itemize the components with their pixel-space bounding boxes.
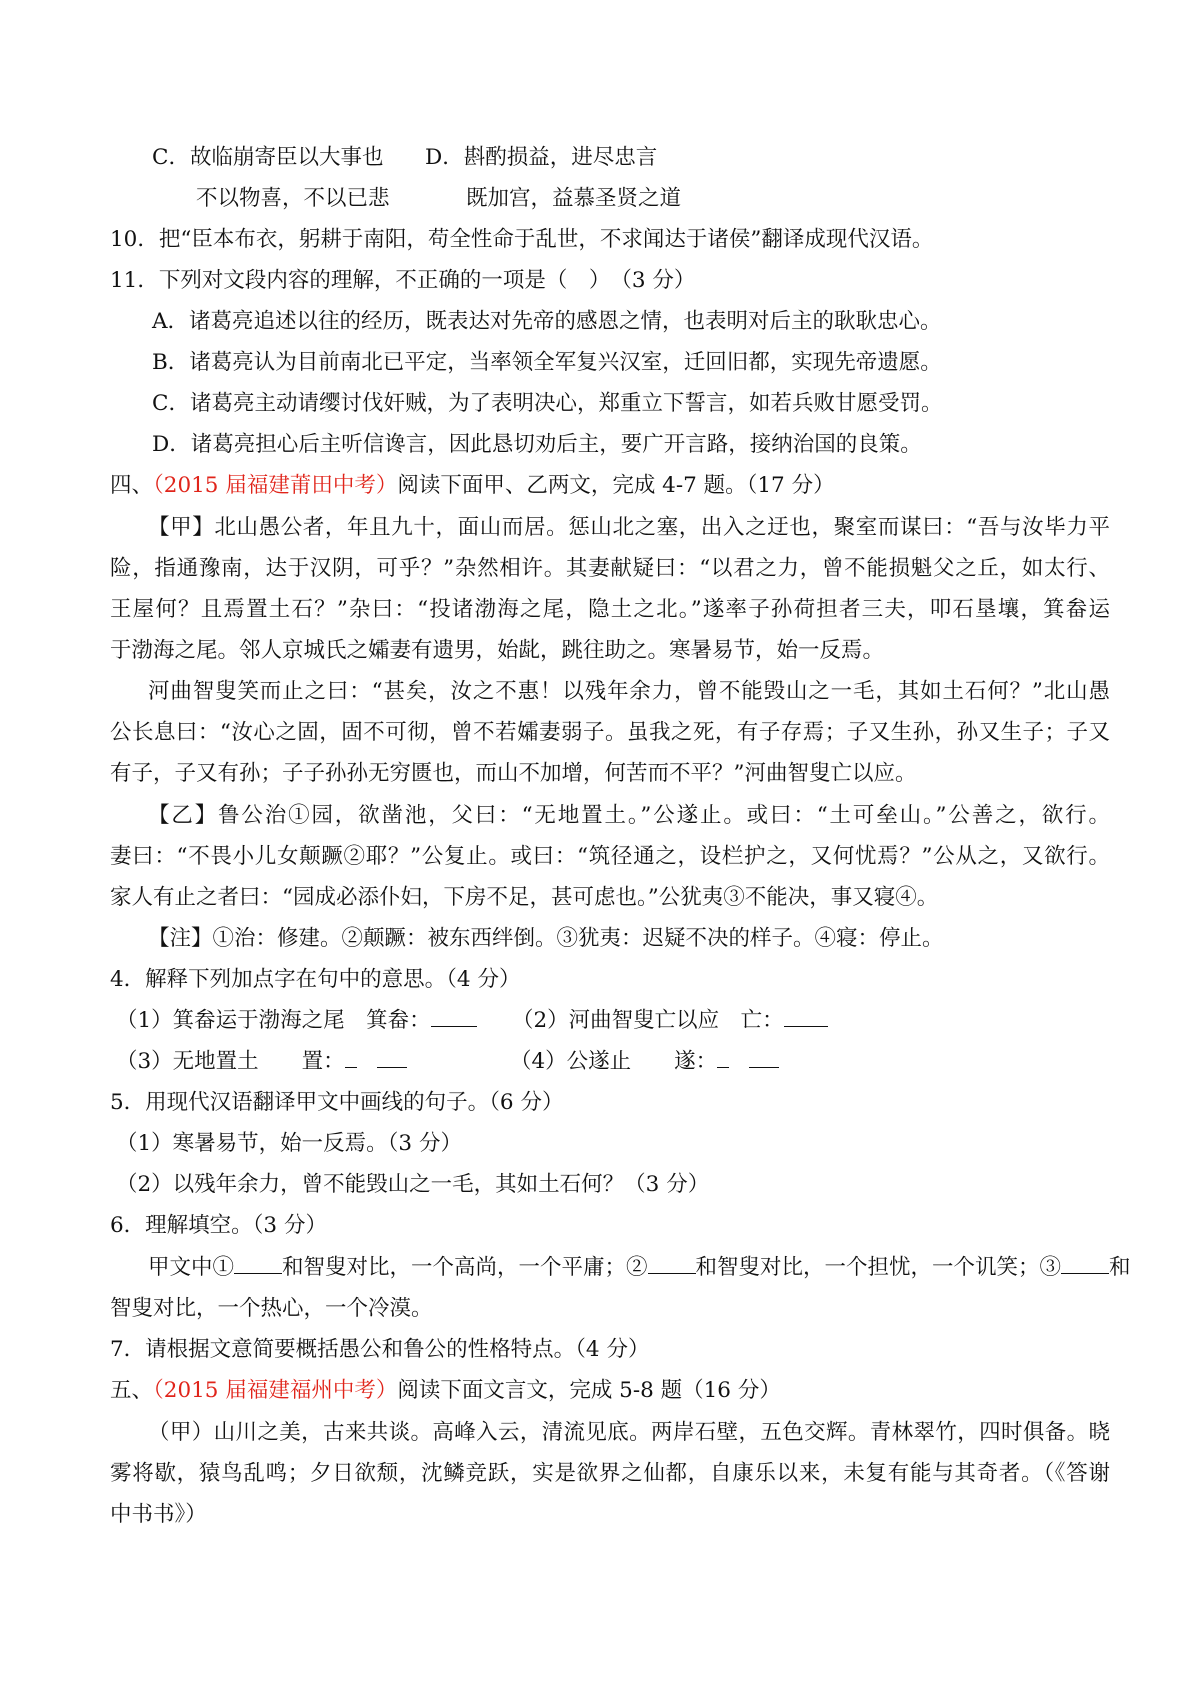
q9-option-c-label: C．	[152, 145, 190, 170]
jia-p2-line1: 河曲智叟笑而止之曰：“甚矣，汝之不惠！以残年余力，曾不能毁山之一毛，其如土石何？”北山愚	[148, 679, 1110, 704]
q6-line1	[148, 1252, 1131, 1284]
jia-p1-line2: 险，指通豫南，达于汉阴，可乎？”杂然相许。其妻献疑曰：“以君之力，曾不能损魁父之丘，如太行、	[110, 556, 1110, 581]
sec5-jia-line2: 雾将歇，猿鸟乱鸣；夕日欲颓，沈鳞竞跃，实是欲界之仙都，自康乐以来，未复有能与其奇者。（《答谢	[110, 1461, 1110, 1486]
q4-item1-text: （1）箕畚运于渤海之尾 箕畚：	[116, 1008, 431, 1033]
q4-item4-blank-b[interactable]	[749, 1063, 779, 1068]
q4-item4-text: （4）公遂止 遂：	[510, 1049, 718, 1074]
yi-line3: 家人有止之者曰：“园成必添仆妇，下房不足，甚可虑也。”公犹夷③不能决，事又寝④。	[110, 885, 939, 910]
jia-p2-line3: 有子，子又有孙；子子孙孙无穷匮也，而山不加增，何苦而不平？”河曲智叟亡以应。	[110, 761, 917, 786]
q4-item1-blank[interactable]	[431, 1022, 477, 1027]
q6-blank-3[interactable]	[1061, 1269, 1109, 1274]
q4-item4	[510, 1046, 779, 1078]
q4-item3-blank-b[interactable]	[377, 1063, 407, 1068]
q5-item1: （1）寒暑易节，始一反焉。（3 分）	[116, 1131, 462, 1156]
q4-item3	[116, 1046, 407, 1078]
q6-text-c: 和智叟对比，一个担忧，一个讥笑；③	[695, 1255, 1062, 1280]
annotation-note: 【注】①治：修建。②颠蹶：被东西绊倒。③犹夷：迟疑不决的样子。④寝：停止。	[148, 926, 944, 951]
q4-item2-blank[interactable]	[784, 1022, 828, 1027]
q7-stem: 7．请根据文意简要概括愚公和鲁公的性格特点。（4 分）	[110, 1337, 650, 1362]
section5-heading	[110, 1375, 781, 1407]
q6-text-d: 和	[1109, 1255, 1131, 1280]
section4-source: （2015 届福建莆田中考）	[153, 473, 398, 498]
section4-heading	[110, 470, 835, 502]
q4-item2-text: （2）河曲智叟亡以应 亡：	[512, 1008, 784, 1033]
section5-prefix: 五、	[110, 1378, 154, 1403]
q11-stem: 11．下列对文段内容的理解，不正确的一项是（ ） （3 分）	[110, 268, 696, 293]
q11-option-a: A．诸葛亮追述以往的经历，既表达对先帝的感恩之情，也表明对后主的耿耿忠心。	[152, 309, 942, 334]
q6-stem: 6．理解填空。（3 分）	[110, 1213, 327, 1238]
q5-item2: （2）以残年余力，曾不能毁山之一毛，其如土石何？（3 分）	[116, 1172, 710, 1197]
q5-stem: 5．用现代汉语翻译甲文中画线的句子。（6 分）	[110, 1090, 564, 1115]
q6-blank-1[interactable]	[234, 1269, 282, 1274]
section4-prefix: 四、	[110, 473, 154, 498]
q9-option-d-line2: 既加宫，益慕圣贤之道	[466, 186, 682, 211]
q4-item4-blank-a[interactable]	[717, 1063, 729, 1068]
section4-instruction: 阅读下面甲、乙两文，完成 4-7 题。（17 分）	[397, 473, 835, 498]
sec5-jia-line1: （甲）山川之美，古来共谈。高峰入云，清流见底。两岸石壁，五色交辉。青林翠竹，四时俱备。晓	[148, 1420, 1110, 1445]
q6-text-a: 甲文中①	[148, 1255, 235, 1280]
q10-stem: 10．把“臣本布衣，躬耕于南阳，苟全性命于乱世，不求闻达于诸侯”翻译成现代汉语。	[110, 227, 934, 252]
q4-item1	[116, 1005, 477, 1037]
section5-source: （2015 届福建福州中考）	[153, 1378, 398, 1403]
jia-p1-line4: 于渤海之尾。邻人京城氏之孀妻有遗男，始龀，跳往助之。寒暑易节，始一反焉。	[110, 638, 885, 663]
sec5-jia-line3: 中书书》）	[110, 1502, 207, 1527]
section5-instruction: 阅读下面文言文，完成 5-8 题（16 分）	[397, 1378, 781, 1403]
q11-option-d: D．诸葛亮担心后主听信谗言，因此恳切劝后主，要广开言路，接纳治国的良策。	[152, 432, 922, 457]
q11-option-b: B．诸葛亮认为目前南北已平定，当率领全军复兴汉室，迁回旧都，实现先帝遗愿。	[152, 350, 942, 375]
q6-blank-2[interactable]	[648, 1269, 696, 1274]
q9-option-d-label: D．	[425, 145, 464, 170]
q9-option-c-line2: 不以物喜，不以已悲	[196, 186, 390, 211]
jia-p1-line1: 【甲】北山愚公者，年且九十，面山而居。惩山北之塞，出入之迂也，聚室而谋曰：“吾与汝毕力平	[148, 515, 1110, 540]
q6-text-b: 和智叟对比，一个高尚，一个平庸；②	[282, 1255, 648, 1280]
q4-item3-blank-a[interactable]	[345, 1063, 357, 1068]
q9-option-d-text1: 斟酌损益，进尽忠言	[463, 145, 658, 170]
q6-line2: 智叟对比，一个热心，一个冷漠。	[110, 1296, 433, 1321]
q9-option-c-line1	[152, 142, 383, 174]
jia-p1-line3: 王屋何？且焉置土石？”杂曰：“投诸渤海之尾，隐土之北。”遂率子孙荷担者三夫，叩石垦壤，箕畚运	[110, 597, 1110, 622]
q11-option-c: C．诸葛亮主动请缨讨伐奸贼，为了表明决心，郑重立下誓言，如若兵败甘愿受罚。	[152, 391, 943, 416]
yi-line2: 妻曰：“不畏小儿女颠蹶②耶？”公复止。或曰：“筑径通之，设栏护之，又何忧焉？”公从之，又欲行。	[110, 844, 1110, 869]
yi-line1: 【乙】鲁公治①园，欲凿池，父曰：“无地置土。”公遂止。或曰：“土可垒山。”公善之，欲行。	[148, 803, 1110, 828]
q9-option-d-line1	[425, 142, 657, 174]
q4-item3-text: （3）无地置土 置：	[116, 1049, 345, 1074]
jia-p2-line2: 公长息曰：“汝心之固，固不可彻，曾不若孀妻弱子。虽我之死，有子存焉；子又生孙，孙又生子；子又	[110, 720, 1110, 745]
q4-stem: 4．解释下列加点字在句中的意思。（4 分）	[110, 967, 521, 992]
q9-option-c-text1: 故临崩寄臣以大事也	[189, 145, 384, 170]
q4-item2	[512, 1005, 828, 1037]
